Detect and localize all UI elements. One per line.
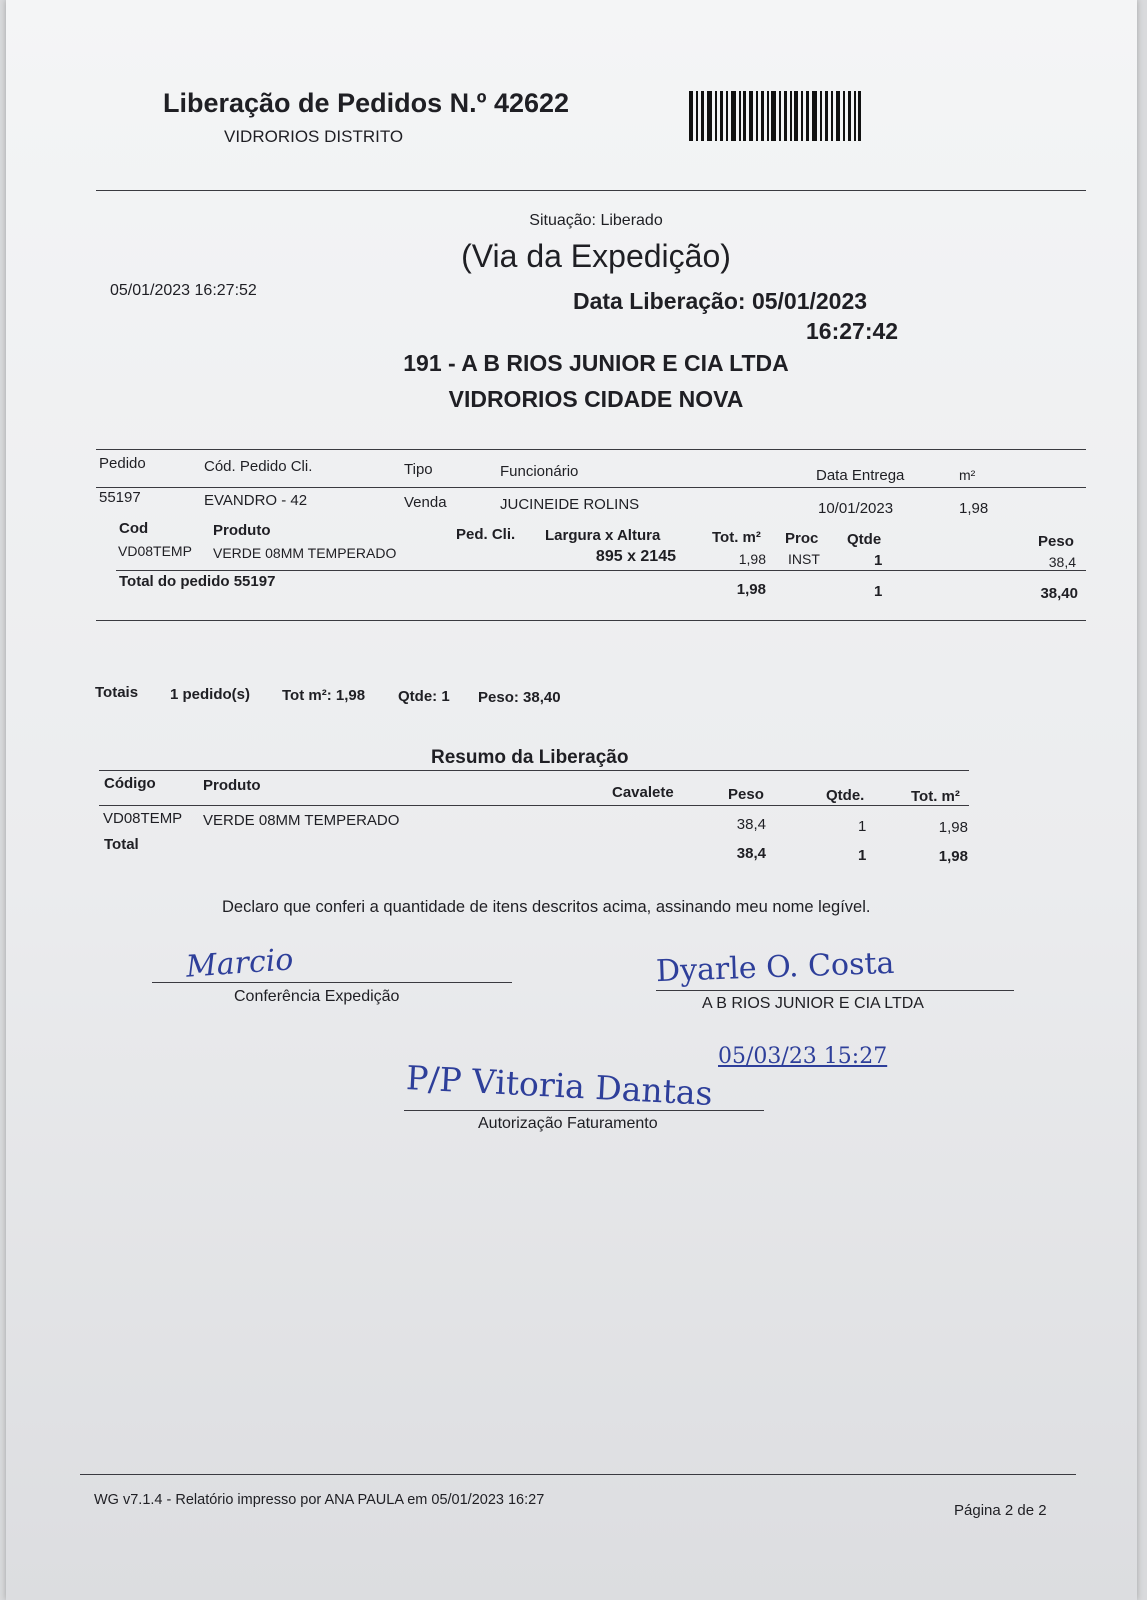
item-total-peso: 38,40 xyxy=(1040,585,1078,602)
order-data-entrega: 10/01/2023 xyxy=(818,500,894,517)
item-total-qtde: 1 xyxy=(874,583,883,600)
summary-total-label: Total xyxy=(104,836,139,853)
item-total-tot-m2: 1,98 xyxy=(736,581,766,598)
order-m2: 1,98 xyxy=(959,500,989,517)
status-text: Situação: Liberado xyxy=(529,212,663,229)
auth-signature-label: Autorização Faturamento xyxy=(478,1115,658,1132)
declaration-text: Declaro que conferi a quantidade de itens descritos acima, assinando meu nome legível. xyxy=(222,898,871,916)
right-signature-label: A B RIOS JUNIOR E CIA LTDA xyxy=(702,995,924,1012)
document-title: Liberação de Pedidos N.º 42622 xyxy=(163,88,570,118)
summary-col-produto-header: Produto xyxy=(203,777,261,794)
summary-produto: VERDE 08MM TEMPERADO xyxy=(203,812,400,829)
release-time: 16:27:42 xyxy=(806,318,899,344)
order-pedido: 55197 xyxy=(99,489,141,506)
order-tipo: Venda xyxy=(404,494,447,511)
summary-col-cavalete-header: Cavalete xyxy=(612,784,674,801)
summary-total-qtde: 1 xyxy=(858,847,867,864)
item-col-proc-header: Proc xyxy=(785,530,819,547)
summary-tot-m2: 1,98 xyxy=(938,819,968,836)
handwritten-date: 05/03/23 15:27 xyxy=(718,1044,888,1069)
item-total-rule xyxy=(116,570,1086,571)
item-qtde: 1 xyxy=(874,552,883,569)
summary-peso: 38,4 xyxy=(736,816,766,833)
page-number: Página 2 de 2 xyxy=(954,1502,1047,1519)
item-col-cod-header: Cod xyxy=(119,520,149,537)
summary-col-tot-m2-header: Tot. m² xyxy=(911,788,960,805)
summary-top-rule xyxy=(99,770,969,771)
order-funcionario: JUCINEIDE ROLINS xyxy=(500,496,640,513)
summary-col-qtde-header: Qtde. xyxy=(826,787,865,804)
col-m2-header: m² xyxy=(959,467,976,483)
item-col-tot-m2-header: Tot. m² xyxy=(712,529,761,546)
item-total-label: Total do pedido 55197 xyxy=(119,573,276,590)
footer-rule xyxy=(80,1474,1076,1475)
order-cod-pedido-cli: EVANDRO - 42 xyxy=(204,492,308,509)
client-name: 191 - A B RIOS JUNIOR E CIA LTDA xyxy=(403,350,789,376)
summary-codigo: VD08TEMP xyxy=(103,810,183,827)
item-col-dims-header: Largura x Altura xyxy=(545,527,661,544)
order-section-bottom-rule xyxy=(96,620,1086,621)
client-store: VIDRORIOS CIDADE NOVA xyxy=(448,386,744,412)
item-col-qtde-header: Qtde xyxy=(847,531,882,548)
summary-header-rule xyxy=(99,805,969,806)
release-date: Data Liberação: 05/01/2023 xyxy=(573,288,868,314)
col-pedido-header: Pedido xyxy=(99,455,146,472)
left-signature-line xyxy=(152,982,512,983)
item-tot-m2: 1,98 xyxy=(738,551,766,567)
item-dims: 895 x 2145 xyxy=(595,548,676,565)
footer-print-info: WG v7.1.4 - Relatório impresso por ANA PAULA em 05/01/2023 16:27 xyxy=(94,1492,545,1508)
left-signature: Marcio xyxy=(184,942,295,985)
summary-col-peso-header: Peso xyxy=(728,786,764,803)
col-funcionario-header: Funcionário xyxy=(500,463,579,480)
col-tipo-header: Tipo xyxy=(404,461,433,478)
item-cod: VD08TEMP xyxy=(118,543,192,559)
company-name: VIDRORIOS DISTRITO xyxy=(224,127,404,146)
item-col-ped-cli-header: Ped. Cli. xyxy=(456,526,516,543)
auth-signature-line xyxy=(404,1110,764,1111)
col-cod-pedido-cli-header: Cód. Pedido Cli. xyxy=(204,458,313,475)
col-data-entrega-header: Data Entrega xyxy=(816,467,905,484)
summary-title: Resumo da Liberação xyxy=(431,747,629,768)
totals-tot-m2: Tot m²: 1,98 xyxy=(282,687,366,704)
document-page xyxy=(6,0,1137,1600)
summary-total-peso: 38,4 xyxy=(736,845,766,862)
totals-qtde: Qtde: 1 xyxy=(398,688,450,705)
summary-col-codigo-header: Código xyxy=(104,775,156,792)
totals-pedidos: 1 pedido(s) xyxy=(170,686,251,703)
left-signature-label: Conferência Expedição xyxy=(234,988,400,1005)
summary-qtde: 1 xyxy=(858,818,867,835)
right-signature-line xyxy=(656,990,1014,991)
item-col-produto-header: Produto xyxy=(213,522,271,539)
totals-label: Totais xyxy=(95,684,139,701)
auth-signature: P/P Vitoria Dantas xyxy=(405,1058,714,1113)
right-signature: Dyarle O. Costa xyxy=(655,945,895,990)
header-divider xyxy=(96,190,1086,191)
barcode xyxy=(689,91,861,141)
item-col-peso-header: Peso xyxy=(1038,533,1074,550)
totals-peso: Peso: 38,40 xyxy=(478,689,561,706)
order-table-top-rule xyxy=(96,449,1086,450)
item-produto: VERDE 08MM TEMPERADO xyxy=(213,545,397,561)
item-peso: 38,4 xyxy=(1048,554,1076,570)
print-datetime: 05/01/2023 16:27:52 xyxy=(110,282,257,299)
item-proc: INST xyxy=(788,551,820,567)
order-table-header-rule xyxy=(96,487,1086,488)
via-label: (Via da Expedição) xyxy=(461,238,731,274)
summary-total-tot-m2: 1,98 xyxy=(938,848,968,865)
